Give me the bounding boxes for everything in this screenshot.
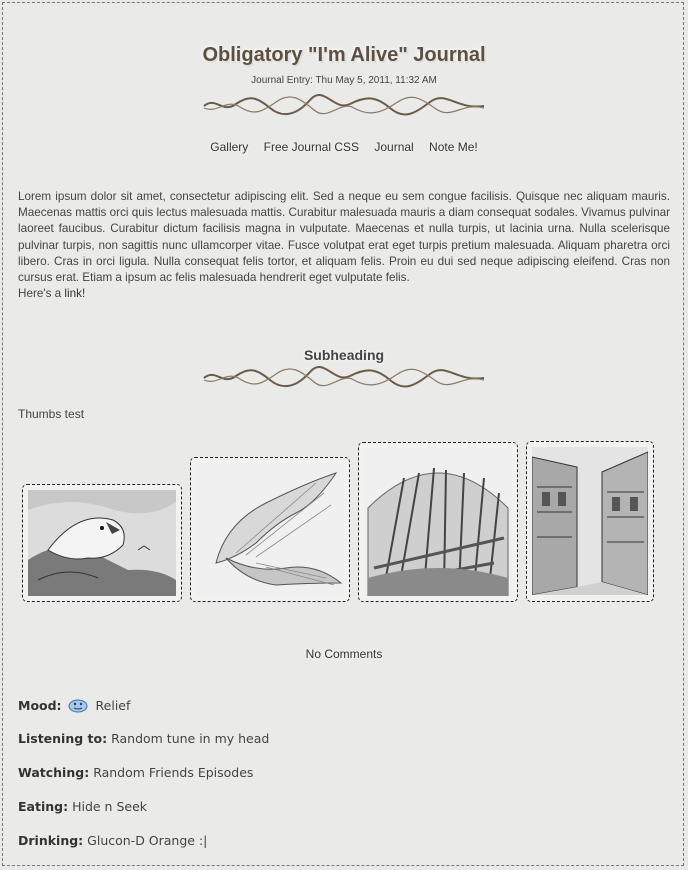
nav-gallery-link[interactable]: Gallery [210, 140, 249, 154]
watching-value: Random Friends Episodes [93, 765, 254, 780]
link-line [18, 286, 670, 302]
mood-value: Relief [95, 698, 131, 713]
eagle-sketch-icon [28, 490, 176, 596]
listening-value: Random tune in my head [111, 731, 270, 746]
journal-nav [0, 140, 688, 154]
no-comments-link[interactable]: No Comments [305, 647, 383, 661]
forest-sketch-icon [364, 448, 512, 596]
nav-free-journal-css-link[interactable]: Free Journal CSS [263, 140, 359, 154]
drinking-value: Glucon-D Orange :| [87, 833, 208, 848]
drinking-label: Drinking: [18, 833, 84, 848]
eating-label: Eating: [18, 799, 69, 814]
street-sketch-icon [532, 447, 648, 595]
listening-label: Listening to: [18, 731, 108, 746]
wing-sketch-icon [196, 463, 344, 596]
relief-emoticon-icon [68, 697, 88, 716]
listening-row [18, 731, 269, 746]
squiggle-divider-sub [200, 366, 488, 390]
mood-label: Mood: [18, 698, 62, 713]
journal-body [18, 189, 670, 302]
mood-row [18, 697, 130, 716]
link-prefix: Here's a [18, 287, 65, 301]
body-paragraph: Lorem ipsum dolor sit amet, consectetur adipiscing elit. Sed a neque eu sem congue facilisis. Quisque nec aliquam mauris. Maecenas mattis orci quis lectus malesuada mattis. Curabitur malesuada mauris a diam consequat sodales. Vivamus pulvinar laoreet faucibus. Curabitur dictum facilisis magna in vulputate. Maecenas et nulla turpis, ut lacinia urna. Nulla scelerisque pulvinar turpis, non sagittis nunc ullamcorper vitae. Fusce volutpat erat eget turpis pretium malesuada. Aliquam pharetra orci libero. Cras in orci ligula. Nulla consequat felis tortor, et aliquam felis. Proin eu dui sed neque adipiscing eleifend. Cras non cursus erat. Etiam a ipsum ac felis malesuada hendrerit eget vulputate felis. [18, 190, 670, 285]
body-link[interactable]: link! [64, 287, 86, 301]
thumb-eagle[interactable] [22, 484, 182, 602]
journal-title: Obligatory "I'm Alive" Journal [202, 44, 486, 66]
thumb-street[interactable] [526, 441, 654, 602]
thumbs-label: Thumbs test [18, 407, 85, 421]
watching-row [18, 765, 253, 780]
squiggle-divider-top [200, 94, 488, 118]
watching-label: Watching: [18, 765, 90, 780]
drinking-row [18, 833, 207, 848]
eating-value: Hide n Seek [72, 799, 147, 814]
thumb-forest[interactable] [358, 442, 518, 602]
subheading: Subheading [303, 347, 385, 363]
nav-journal-link[interactable]: Journal [374, 140, 414, 154]
nav-note-me-link[interactable]: Note Me! [429, 140, 478, 154]
entry-date: Journal Entry: Thu May 5, 2011, 11:32 AM [251, 75, 437, 86]
eating-row [18, 799, 147, 814]
thumb-wing[interactable] [190, 457, 350, 602]
